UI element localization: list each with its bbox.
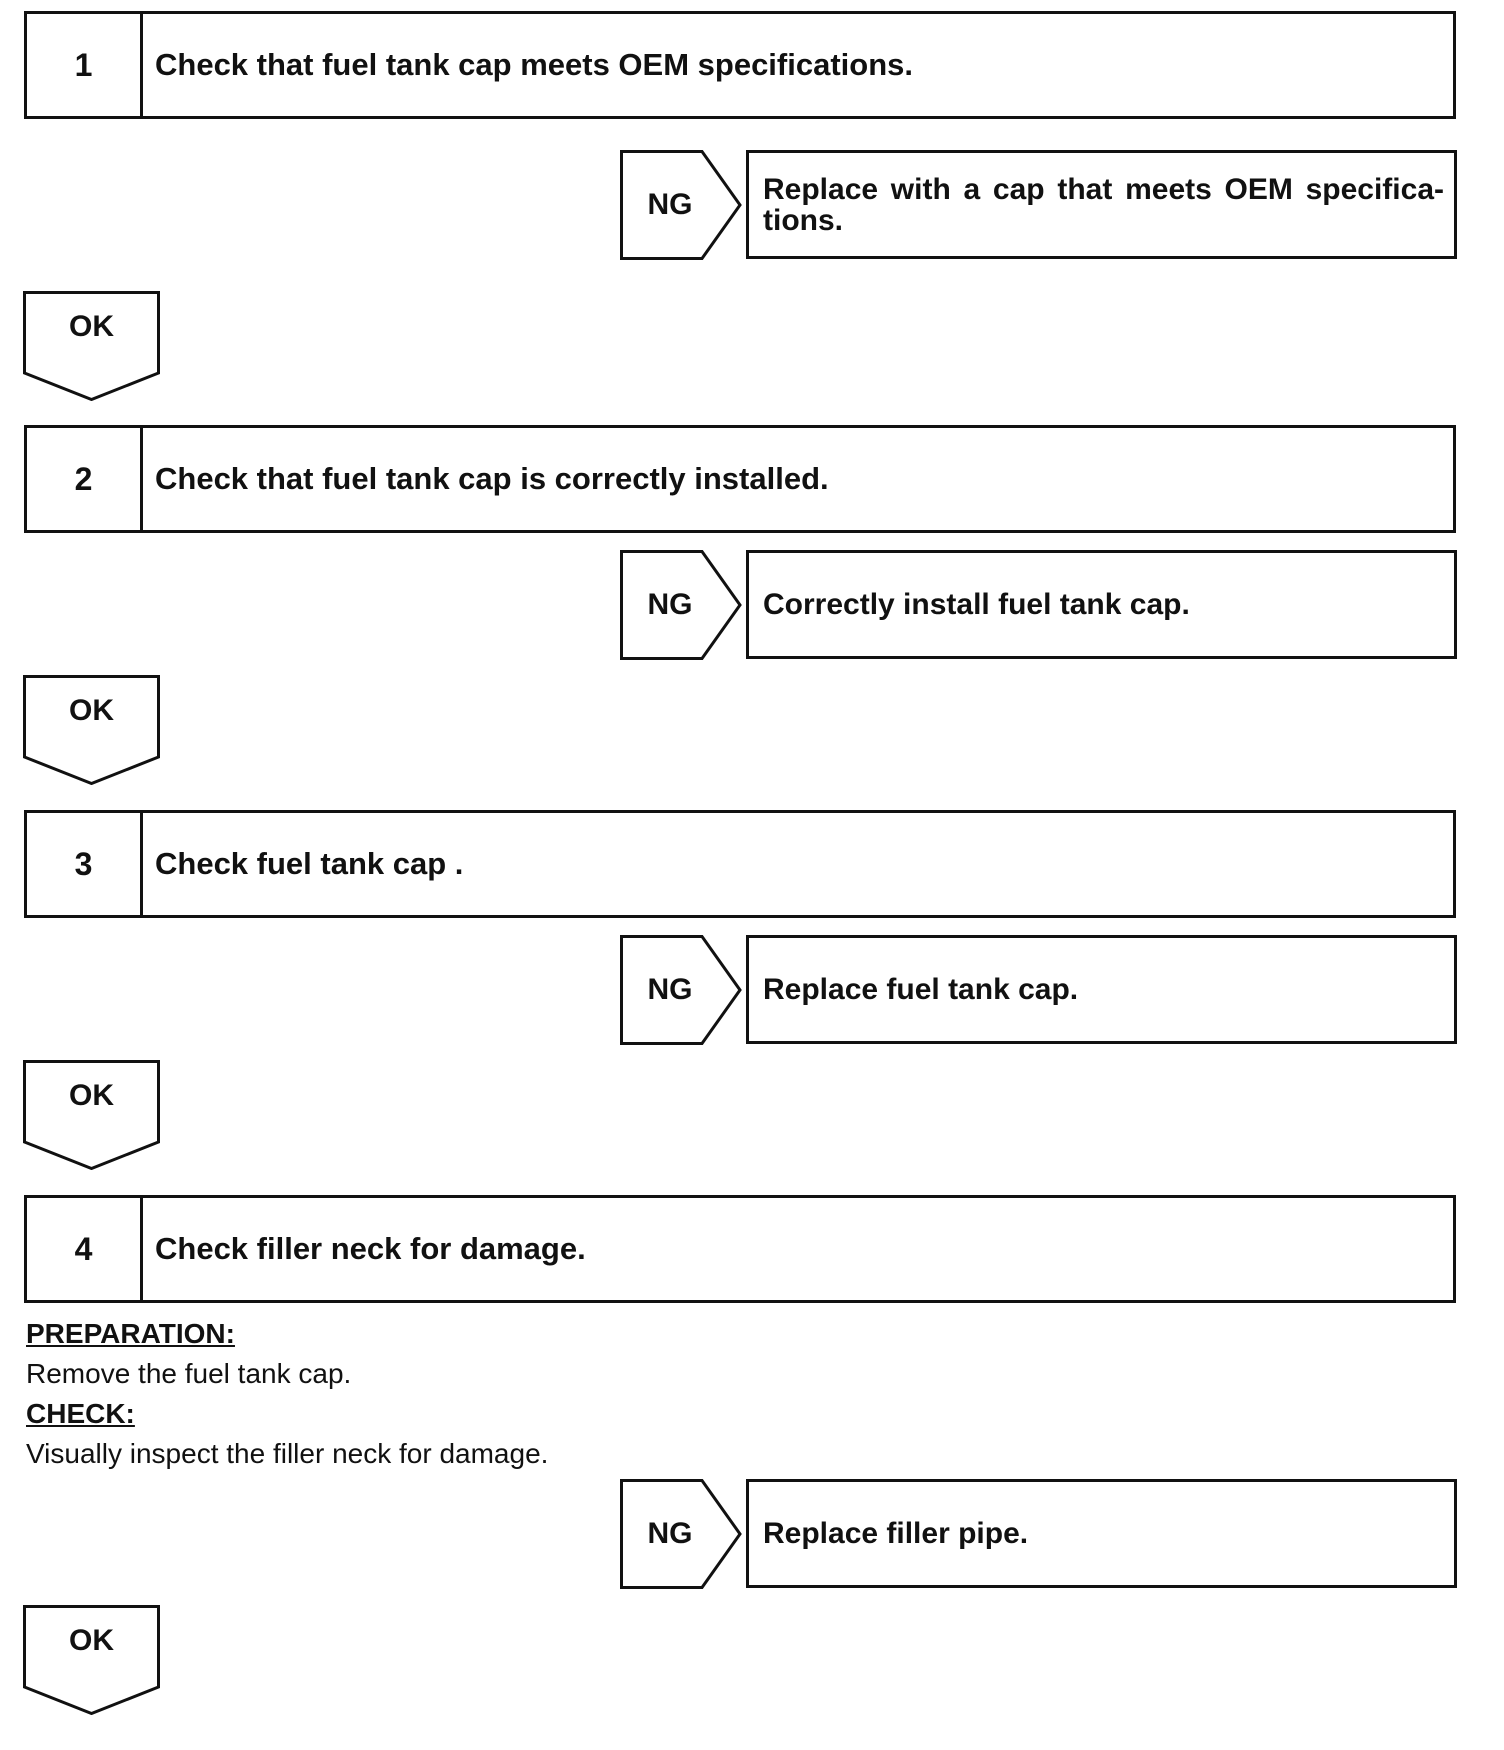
ng-action-box xyxy=(746,935,1457,1044)
preparation-heading: PREPARATION: xyxy=(26,1318,235,1349)
step-number: 4 xyxy=(27,1198,143,1300)
step-title: Check that fuel tank cap meets OEM specifications. xyxy=(155,47,914,82)
ng-arrow xyxy=(620,150,742,260)
ng-action-box xyxy=(746,550,1457,659)
ng-label: NG xyxy=(647,188,693,221)
check-heading: CHECK: xyxy=(26,1398,135,1429)
ok-arrow xyxy=(23,1605,160,1715)
preparation-text: Remove the fuel tank cap. xyxy=(26,1358,352,1389)
step-title: Check that fuel tank cap is correctly installed. xyxy=(155,461,829,496)
ok-label: OK xyxy=(69,694,114,727)
ng-arrow xyxy=(620,935,742,1045)
ng-arrow xyxy=(620,550,742,660)
ng-action-box xyxy=(746,1479,1457,1588)
ok-label: OK xyxy=(69,310,114,343)
ng-action-text: Replace fuel tank cap. xyxy=(763,973,1079,1006)
ng-label: NG xyxy=(647,973,693,1006)
ok-arrow xyxy=(23,1060,160,1170)
ok-label: OK xyxy=(69,1079,114,1112)
ok-arrow xyxy=(23,675,160,785)
step-number: 1 xyxy=(27,14,143,116)
step-2-box xyxy=(24,425,1456,533)
ng-action-text: Replace filler pipe. xyxy=(763,1517,1029,1550)
ng-action-text: Correctly install fuel tank cap. xyxy=(763,588,1190,621)
ok-label: OK xyxy=(69,1624,114,1657)
step-4-box xyxy=(24,1195,1456,1303)
step-number: 3 xyxy=(27,813,143,915)
step-title: Check filler neck for damage. xyxy=(155,1231,586,1266)
ng-action-box xyxy=(746,150,1457,259)
step-number: 2 xyxy=(27,428,143,530)
step-title: Check fuel tank cap . xyxy=(155,846,464,881)
ok-arrow xyxy=(23,291,160,401)
ng-action-text: Replace with a cap that meets OEM specifica- tions. xyxy=(763,172,1444,237)
step-1-box xyxy=(24,11,1456,119)
ng-arrow xyxy=(620,1479,742,1589)
ng-label: NG xyxy=(647,1517,693,1550)
check-text: Visually inspect the filler neck for damage. xyxy=(26,1438,549,1469)
ng-label: NG xyxy=(647,588,693,621)
step-3-box xyxy=(24,810,1456,918)
